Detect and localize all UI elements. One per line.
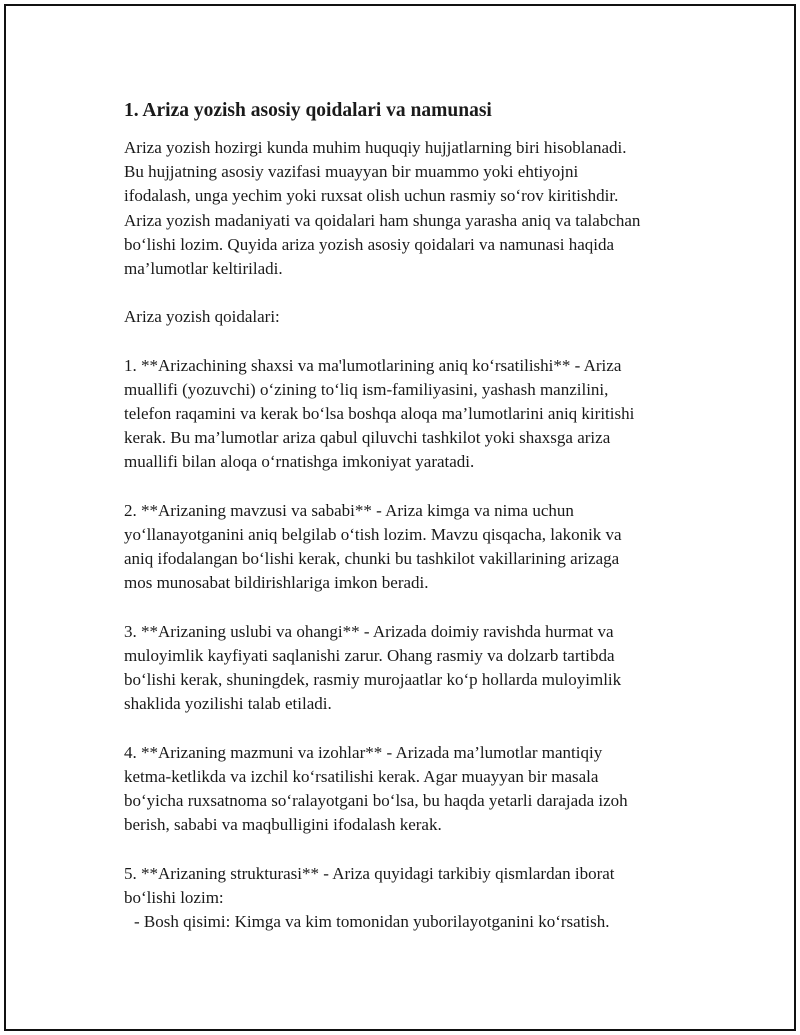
rule-item-4 [124, 741, 694, 838]
rule-line: 4. **Arizaning mazmuni va izohlar** - Arizada ma’lumotlar mantiqiy [124, 742, 603, 762]
intro-line: Ariza yozish madaniyati va qoidalari ham shunga yarasha aniq va talabchan [124, 210, 641, 230]
rule-subitem: - Bosh qisimi: Kimga va kim tomonidan yuborilayotganini ko‘rsatish. [134, 912, 610, 931]
intro-line: ma’lumotlar keltiriladi. [124, 258, 283, 278]
rule-line: bo‘yicha ruxsatnoma so‘ralayotgani bo‘lsa, bu haqda yetarli darajada izoh [124, 791, 628, 811]
rule-line: muloyimlik kayfiyati saqlanishi zarur. Ohang rasmiy va dolzarb tartibda [124, 645, 615, 665]
paragraph-gap [124, 475, 694, 499]
rule-line: 2. **Arizaning mavzusi va sababi** - Ariza kimga va nima uchun [124, 500, 574, 520]
intro-line: Bu hujjatning asosiy vazifasi muayyan bir muammo yoki ehtiyojni [124, 162, 579, 182]
paragraph-gap [124, 330, 694, 354]
page-frame [4, 4, 796, 1031]
rule-line: 5. **Arizaning strukturasi** - Ariza quyidagi tarkibiy qismlardan iborat [124, 863, 615, 883]
rule-line: muallifi (yozuvchi) o‘zining to‘liq ism-familiyasini, yashash manzilini, [124, 379, 609, 399]
rule-line: berish, sababi va maqbulligini ifodalash kerak. [124, 815, 442, 835]
rule-line: 1. **Arizachining shaxsi va ma'lumotlarining aniq ko‘rsatilishi** - Ariza [124, 355, 622, 375]
paragraph-gap [124, 596, 694, 620]
intro-line: Ariza yozish hozirgi kunda muhim huquqiy hujjatlarning biri hisoblanadi. [124, 138, 627, 157]
paragraph-gap [124, 281, 694, 305]
intro-line: bo‘lishi lozim. Quyida ariza yozish asosiy qoidalari va namunasi haqida [124, 234, 615, 254]
rule-item-5 [124, 862, 694, 935]
rule-item-1 [124, 354, 694, 475]
intro-line: ifodalash, unga yechim yoki ruxsat olish uchun rasmiy so‘rov kiritishdir. [124, 186, 619, 206]
rule-line: yo‘llanayotganini aniq belgilab o‘tish lozim. Mavzu qisqacha, lakonik va [124, 525, 622, 544]
rule-line: muallifi bilan aloqa o‘rnatishga imkoniyat yaratadi. [124, 452, 475, 472]
rule-line: shaklida yozilishi talab etiladi. [124, 694, 332, 714]
rule-line: mos munosabat bildirishlariga imkon beradi. [124, 573, 429, 593]
rule-line: ketma-ketlikda va izchil ko‘rsatilishi kerak. Agar muayyan bir masala [124, 766, 599, 786]
rule-line: bo‘lishi lozim: [124, 887, 224, 907]
paragraph-gap [124, 717, 694, 741]
rule-line: kerak. Bu ma’lumotlar ariza qabul qiluvchi tashkilot yoki shaxsga ariza [124, 428, 611, 448]
document-body [124, 98, 694, 934]
rule-line: bo‘lishi kerak, shuningdek, rasmiy murojaatlar ko‘p hollarda muloyimlik [124, 670, 622, 690]
rule-line: aniq ifodalangan bo‘lishi kerak, chunki bu tashkilot vakillarining arizaga [124, 549, 620, 569]
paragraph-gap [124, 837, 694, 861]
rule-item-3 [124, 620, 694, 717]
intro-paragraph [124, 136, 694, 281]
rules-title: Ariza yozish qoidalari: [124, 307, 280, 327]
rule-item-2 [124, 499, 694, 596]
document-heading: 1. Ariza yozish asosiy qoidalari va namunasi [124, 100, 492, 121]
rule-line: telefon raqamini va kerak bo‘lsa boshqa aloqa ma’lumotlarini aniq kiritishi [124, 404, 635, 424]
rule-line: 3. **Arizaning uslubi va ohangi** - Arizada doimiy ravishda hurmat va [124, 621, 614, 641]
